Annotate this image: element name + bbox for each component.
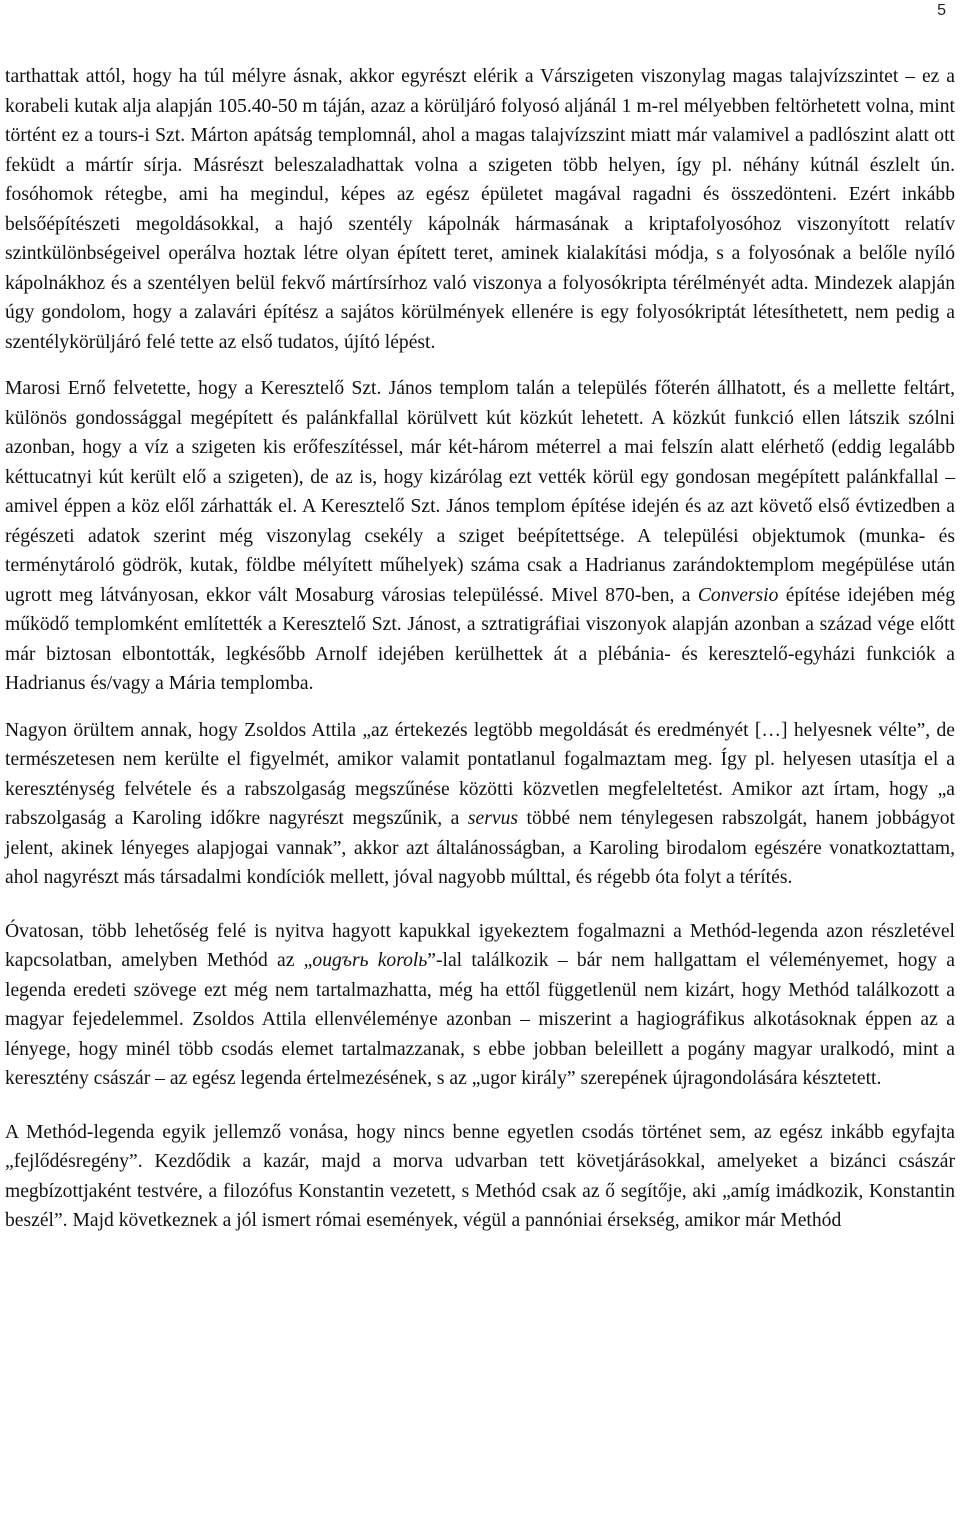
paragraph-1-text: tarthattak attól, hogy ha túl mélyre ásnak, akkor egyrészt elérik a Várszigeten viszonylag magas talajvízszintet – ez a korabeli kutak alja alapján 105.40-50 m táján, azaz a körüljáró folyosó aljánál 1 m-rel mélyebben feltörhetett volna, mint történt ez a tours-i Szt. Márton apátság templomnál, ahol a magas talajvízszint miatt már valamivel a padlószint alatt ott feküdt a mártír sírja. Másrészt beleszaladhattak volna a szigeten több helyen, így pl. néhány kútnál észlelt ún. fosóhomok rétegbe, ami ha megindul, képes az egész épületet magával ragadni és összedönteni. Ezért inkább belsőépítészeti megoldásokkal, a hajó szentély kápolnák hármasának a kriptafolyosóhoz viszonyított relatív szintkülönbségeivel operálva hoztak létre olyan épített teret, aminek kialakítási módja, s a folyosónak a belőle nyíló kápolnákhoz és a szentélyen belül fekvő mártírsírhoz való viszonya a folyosókripta térélményét adta. Mindezek alapján úgy gondolom, hogy a zalavári építész a sajátos körülmények ellenére is egy folyosókriptát létesíthetett, nem pedig a szentélykörüljáró felé tette az első tudatos, újító lépést. xyxy=(5,66,955,353)
paragraph-5 xyxy=(5,1118,955,1236)
paragraph-2-text-start: Marosi Ernő felvetette, hogy a Keresztelő Szt. János templom talán a település főterén állhatott, és a mellette feltárt, különös gondossággal megépített és palánkfallal körülvett kút közkút lehetett. A közkút funkció ellen látszik szólni azonban, hogy a víz a szigeten kis erőfeszítéssel, már két-három méterrel a mai felszín alatt elérhető (eddig legalább kéttucatnyi kút került elő a szigeten), de az is, hogy kizárólag ezt vették körül egy gondosan megépített palánkfallal – amivel éppen a köz elől zárhatták el. A Keresztelő Szt. János templom építése idején és az azt követő első évtizedben a régészeti adatok szerint még viszonylag csekély a sziget beépítettsége. A települési objektumok (munka- és terménytároló gödrök, kutak, földbe mélyített műhelyek) száma csak a Hadrianus zarándoktemplom megépülése után ugrott meg látványosan, ekkor vált Mosaburg városias településsé. Mivel 870-ben, a xyxy=(5,378,955,606)
paragraph-3-text-end: többé nem ténylegesen rabszolgát, hanem jobbágyot jelent, akinek lényeges alapjogai vannak”, akkor azt általánosságban, a Karoling birodalom egészére vonatkoztattam, ahol nagyrészt más társadalmi kondíciók mellett, jóval nagyobb múlttal, és régebb óta folyt a térítés. xyxy=(5,808,955,888)
servus-term: servus xyxy=(467,808,518,829)
paragraph-4-text-end: ”-lal találkozik – bár nem hallgattam el véleményemet, hogy a legenda eredeti szövege ezt még nem tartalmazhatta, még ha ettől függetlenül nem kizárt, hogy Methód találkozott a magyar fejedelemmel. Zsoldos Attila ellenvéleménye azonban – miszerint a hagiográfikus alkotásoknak éppen az a lényege, hogy minél több csodás elemet tartalmazzanak, s ebbe jobban beleillett a pogány magyar uralkodó, mint a keresztény császár – az egész legenda értelmezésének, s az „ugor király” szerepének újragondolására késztetett. xyxy=(5,950,956,1089)
paragraph-3-text-start: Nagyon örültem annak, hogy Zsoldos Attila „az értekezés legtöbb megoldását és eredményét […] helyesnek vélte”, de természetesen nem kerülte el figyelmét, amikor valamit pontatlanul fogalmaztam meg. Így pl. helyesen utasítja el a kereszténység felvétele és a rabszolgaság megszűnése közötti közvetlen megfeleltetést. Amikor azt írtam, hogy „a rabszolgaság a Karoling időkre nagyrészt megszűnik, a xyxy=(5,719,955,829)
page-number: 5 xyxy=(937,2,946,19)
paragraph-1 xyxy=(5,62,955,357)
paragraph-5-text: A Methód-legenda egyik jellemző vonása, hogy nincs benne egyetlen csodás történet sem, az egész inkább egyfajta „fejlődésregény”. Kezdődik a kazár, majd a morva udvarban tett követjárásokkal, amelyeket a bizánci császár megbízottjaként testvére, a filozófus Konstantin vezetett, s Methód csak az ő segítője, aki „amíg imádkozik, Konstantin beszél”. Majd következnek a jól ismert római események, végül a pannóniai érsekség, amikor már Methód xyxy=(5,1121,955,1231)
paragraph-3 xyxy=(5,716,955,893)
paragraph-2-text-end: építése idejében még működő templomként említették a Keresztelő Szt. Jánost, a sztratigráfiai viszonyok alapján azonban a század vége előtt már biztosan elbontották, legkésőbb Arnolf idejében kerülhettek át a plébánia- és keresztelő-egyházi funkciók a Hadrianus és/vagy a Mária templomba. xyxy=(5,584,955,694)
paragraph-2 xyxy=(5,374,955,699)
paragraph-4-text-start: Óvatosan, több lehetőség felé is nyitva hagyott kapukkal igyekeztem fogalmazni a Methód-legenda azon részletével kapcsolatban, amelyben Methód az „ xyxy=(5,920,955,971)
ougr-korol-term: ougъrь korolь xyxy=(312,950,428,971)
paragraph-4 xyxy=(5,917,955,1094)
body-text xyxy=(5,62,955,1236)
conversio-title: Conversio xyxy=(697,584,779,606)
